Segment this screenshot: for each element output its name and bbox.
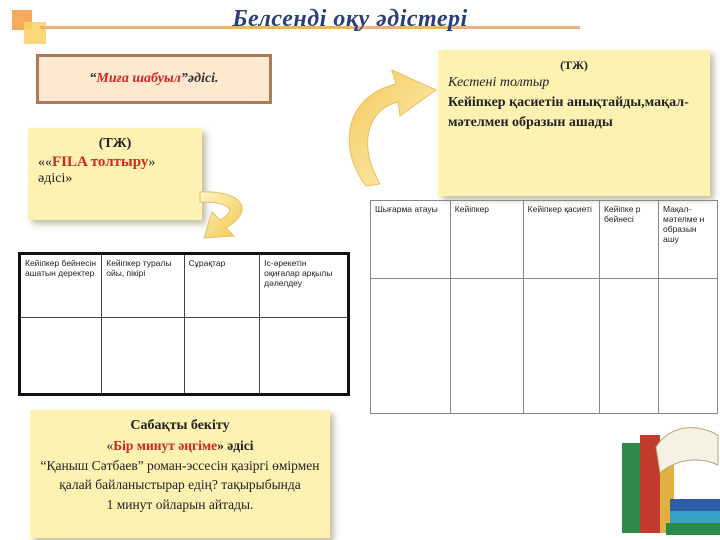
brainstorm-name: Миға шабуыл bbox=[96, 71, 181, 86]
character-table-cell bbox=[599, 279, 658, 414]
kestene-italic: Кестені толтыр bbox=[448, 75, 550, 90]
fila-suffix: әдісі» bbox=[38, 171, 73, 186]
character-table-header: Мақал-мәтелме н образын ашу bbox=[658, 201, 717, 279]
character-table-header: Шығарма атауы bbox=[371, 201, 451, 279]
character-table-header: Кейіпкер қасиеті bbox=[523, 201, 599, 279]
summary-method-close: » әдісі bbox=[217, 438, 254, 454]
fila-name: FILA толтыру bbox=[52, 154, 149, 170]
character-table-cell bbox=[450, 279, 523, 414]
fila-table-header: Кейіпкер бейнесін ашатын деректер bbox=[20, 254, 102, 318]
summary-footer: 1 минут ойларын айтады. bbox=[106, 496, 254, 512]
fila-method-box bbox=[28, 128, 202, 220]
fila-quote-close: » bbox=[148, 155, 156, 170]
fila-quote: « bbox=[45, 155, 52, 170]
character-table-header: Кейіпке р бейнесі bbox=[599, 201, 658, 279]
fila-table-header: Іс-әрекетін оқиғалар арқылы дәлелдеу bbox=[260, 254, 349, 318]
fila-table bbox=[18, 252, 350, 396]
summary-method-name: Бір минут әңгіме bbox=[113, 438, 218, 454]
books-icon bbox=[600, 395, 720, 540]
fila-table-header: Кейіпкер туралы ойы, пікірі bbox=[102, 254, 184, 318]
fila-table-header: Сұрақтар bbox=[184, 254, 260, 318]
curved-arrow-icon bbox=[190, 180, 260, 250]
brainstorm-quote: “ bbox=[89, 71, 97, 86]
character-table-header: Кейіпкер bbox=[450, 201, 523, 279]
curved-arrow-icon-2 bbox=[336, 66, 446, 196]
lesson-summary-box bbox=[30, 410, 330, 538]
brainstorm-rest: ”әдісі. bbox=[180, 71, 219, 86]
character-table-cell bbox=[523, 279, 599, 414]
fila-line: ««FILA толтыру» bbox=[38, 154, 156, 170]
fila-header: (ТЖ) bbox=[98, 136, 132, 151]
fila-table-cell bbox=[260, 318, 349, 395]
kestene-header: (ТЖ) bbox=[560, 58, 588, 72]
character-table bbox=[370, 200, 718, 414]
brainstorm-method-box bbox=[36, 54, 272, 104]
page-title: Белсенді оқу әдістері bbox=[232, 6, 468, 32]
character-table-cell bbox=[658, 279, 717, 414]
fila-table-cell bbox=[102, 318, 184, 395]
summary-text: “Қаныш Сәтбаев” роман-эссесін қазіргі өмірмен қалай байланыстырар едің? тақырыбында bbox=[40, 457, 320, 493]
kestene-bold: Кейіпкер қасиетін анықтайды,мақал-мәтелмен образын ашады bbox=[448, 95, 689, 130]
character-table-cell bbox=[371, 279, 451, 414]
fila-table-cell bbox=[184, 318, 260, 395]
summary-header: Сабақты бекіту bbox=[130, 418, 230, 433]
fill-table-task-box bbox=[438, 50, 710, 196]
summary-quote: « bbox=[106, 438, 114, 454]
summary-method bbox=[38, 436, 322, 456]
fila-table-cell bbox=[20, 318, 102, 395]
